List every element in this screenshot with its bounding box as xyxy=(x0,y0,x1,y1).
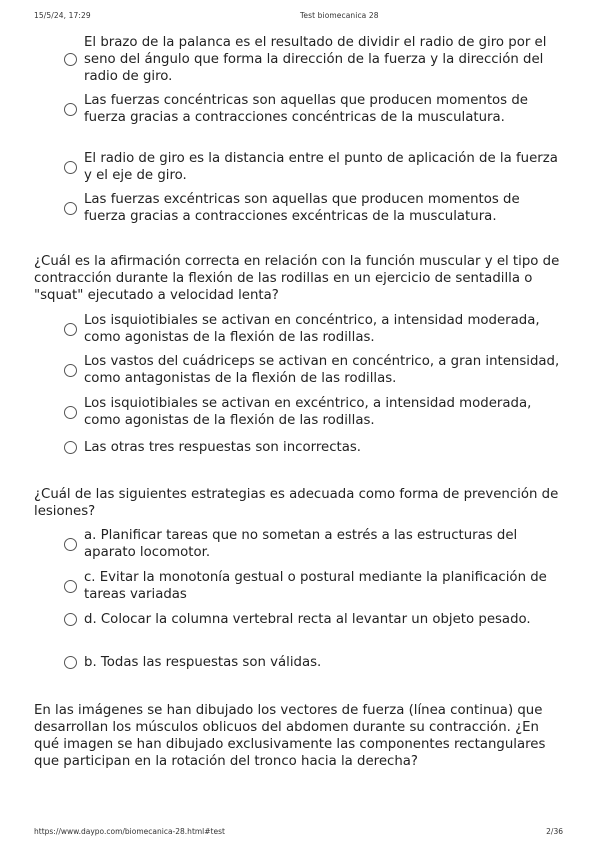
q3-option-4[interactable] xyxy=(64,654,564,671)
q3-option-1[interactable] xyxy=(64,527,564,561)
radio-button[interactable] xyxy=(64,613,77,626)
q3-option-3[interactable] xyxy=(64,611,564,628)
page-number: 2/36 xyxy=(546,827,563,836)
q1-option-3[interactable] xyxy=(64,150,564,184)
q1-option-4[interactable] xyxy=(64,191,564,225)
question-4-text: En las imágenes se han dibujado los vectores de fuerza (línea continua) que desarrollan los músculos oblicuos del abdomen durante su contracción. ¿En qué imagen se han dibujado exclusivamente las componentes rectangulares que participan en la rotación del tronco hacia la derecha? xyxy=(34,703,546,769)
question-2-text: ¿Cuál es la afirmación correcta en relación con la función muscular y el tipo de contracción durante la flexión de las rodillas en un ejercicio de sentadilla o "squat" ejecutado a velocidad lenta? xyxy=(34,254,560,303)
option-label: Los isquiotibiales se activan en concéntrico, a intensidad moderada, como agonistas de la flexión de las rodillas. xyxy=(84,313,540,345)
q1-option-1[interactable] xyxy=(64,34,564,85)
option-label: Las fuerzas excéntricas son aquellas que producen momentos de fuerza gracias a contracciones excéntricas de la musculatura. xyxy=(84,192,520,224)
option-label: El radio de giro es la distancia entre el punto de aplicación de la fuerza y el eje de giro. xyxy=(84,151,558,183)
option-label: a. Planificar tareas que no sometan a estrés a las estructuras del aparato locomotor. xyxy=(84,528,518,560)
radio-button[interactable] xyxy=(64,161,77,174)
print-title: Test biomecanica 28 xyxy=(300,11,379,20)
option-label: c. Evitar la monotonía gestual o postural mediante la planificación de tareas variadas xyxy=(84,570,547,602)
radio-button[interactable] xyxy=(64,406,77,419)
option-label: Los isquiotibiales se activan en excéntrico, a intensidad moderada, como agonistas de la flexión de las rodillas. xyxy=(84,396,532,428)
option-label: d. Colocar la columna vertebral recta al levantar un objeto pesado. xyxy=(84,612,531,627)
radio-button[interactable] xyxy=(64,538,77,551)
option-label: Los vastos del cuádriceps se activan en concéntrico, a gran intensidad, como antagonistas de la flexión de las rodillas. xyxy=(84,354,560,386)
option-label: Las otras tres respuestas son incorrectas. xyxy=(84,440,362,455)
q3-option-2[interactable] xyxy=(64,569,564,603)
radio-button[interactable] xyxy=(64,323,77,336)
q2-option-2[interactable] xyxy=(64,353,564,387)
option-label: b. Todas las respuestas son válidas. xyxy=(84,655,322,670)
radio-button[interactable] xyxy=(64,364,77,377)
q2-option-3[interactable] xyxy=(64,395,564,429)
question-3-text: ¿Cuál de las siguientes estrategias es adecuada como forma de prevención de lesiones? xyxy=(34,487,559,519)
radio-button[interactable] xyxy=(64,656,77,669)
radio-button[interactable] xyxy=(64,441,77,454)
print-url: https://www.daypo.com/biomecanica-28.html#test xyxy=(34,827,225,836)
q2-option-4[interactable] xyxy=(64,439,564,456)
radio-button[interactable] xyxy=(64,53,77,66)
q1-option-2[interactable] xyxy=(64,92,564,126)
option-label: El brazo de la palanca es el resultado de dividir el radio de giro por el seno del ángulo que forma la dirección de la fuerza y la dirección del radio de giro. xyxy=(84,35,547,84)
radio-button[interactable] xyxy=(64,103,77,116)
print-datetime: 15/5/24, 17:29 xyxy=(34,11,91,20)
radio-button[interactable] xyxy=(64,580,77,593)
q2-option-1[interactable] xyxy=(64,312,564,346)
radio-button[interactable] xyxy=(64,202,77,215)
option-label: Las fuerzas concéntricas son aquellas que producen momentos de fuerza gracias a contracciones concéntricas de la musculatura. xyxy=(84,93,528,125)
